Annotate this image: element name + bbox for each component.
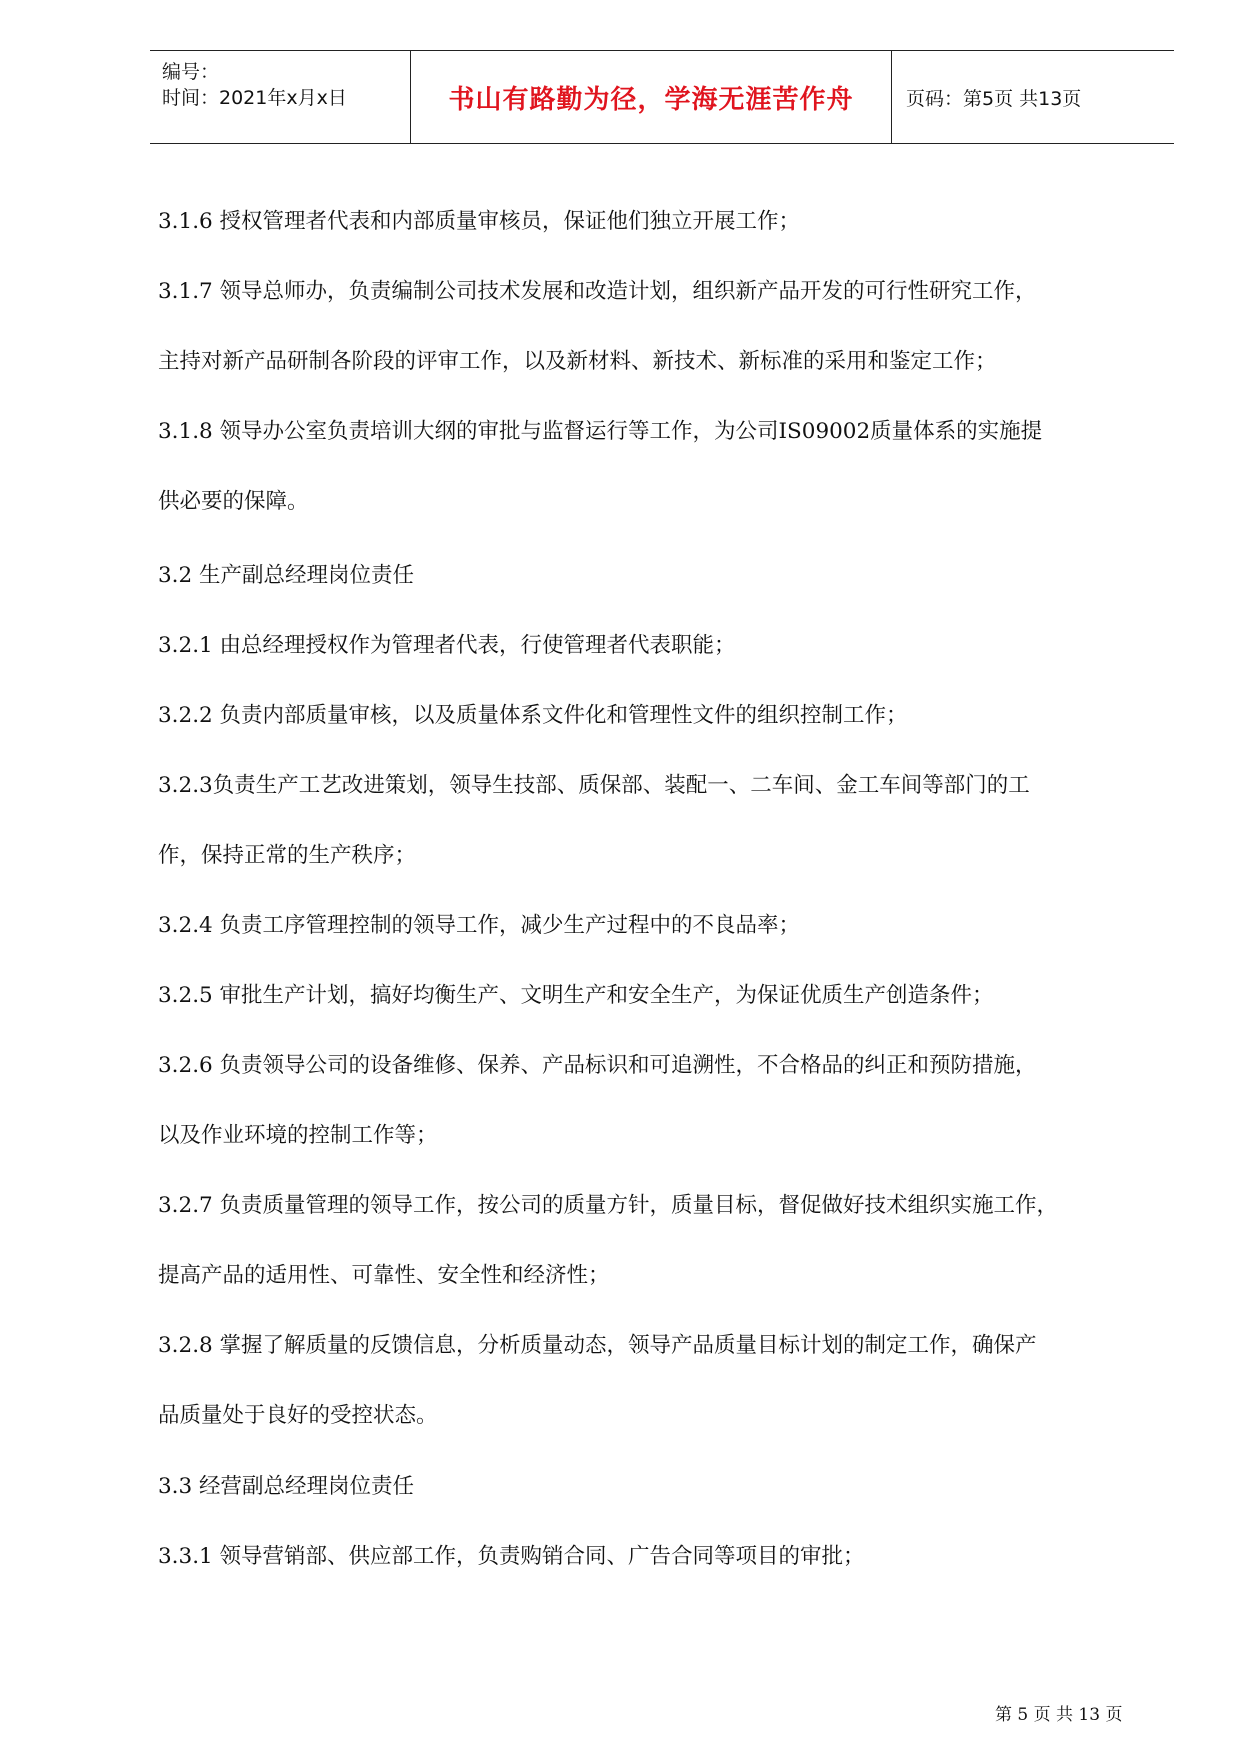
body-line: 3.1.6 授权管理者代表和内部质量审核员，保证他们独立开展工作；	[158, 209, 801, 234]
body-line: 3.1.7 领导总师办，负责编制公司技术发展和改造计划，组织新产品开发的可行性研究工作，	[158, 279, 1037, 304]
body-line: 3.2.8 掌握了解质量的反馈信息，分析质量动态，领导产品质量目标计划的制定工作，确保产	[158, 1333, 1037, 1358]
body-line: 3.2.4 负责工序管理控制的领导工作，减少生产过程中的不良品率；	[158, 913, 801, 938]
body-line: 3.2.5 审批生产计划，搞好均衡生产、文明生产和安全生产，为保证优质生产创造条件；	[158, 983, 994, 1008]
body-line: 3.2.6 负责领导公司的设备维修、保养、产品标识和可追溯性，不合格品的纠正和预防措施，	[158, 1053, 1037, 1078]
section-heading: 3.3 经营副总经理岗位责任	[158, 1474, 415, 1499]
body-line: 3.2.7 负责质量管理的领导工作，按公司的质量方针，质量目标，督促做好技术组织实施工作，	[158, 1193, 1059, 1218]
page-header	[150, 50, 1174, 144]
body-line: 3.3.1 领导营销部、供应部工作，负责购销合同、广告合同等项目的审批；	[158, 1544, 865, 1569]
header-info-cell	[150, 51, 410, 143]
body-line: 主持对新产品研制各阶段的评审工作，以及新材料、新技术、新标准的采用和鉴定工作；	[158, 349, 997, 374]
body-line: 作，保持正常的生产秩序；	[158, 843, 417, 868]
header-page-cell	[892, 51, 1174, 143]
header-page-code: 页码：第5页 共13页	[906, 87, 1082, 110]
document-time-label: 时间：2021年x月x日	[162, 87, 347, 109]
page-footer-number: 第 5 页 共 13 页	[995, 1705, 1123, 1725]
body-line: 以及作业环境的控制工作等；	[158, 1123, 438, 1148]
body-line: 3.1.8 领导办公室负责培训大纲的审批与监督运行等工作，为公司IS09002质量体系的实施提	[158, 419, 1043, 444]
body-line: 品质量处于良好的受控状态。	[158, 1403, 438, 1428]
body-line: 3.2.1 由总经理授权作为管理者代表，行使管理者代表职能；	[158, 633, 736, 658]
body-line: 3.2.2 负责内部质量审核，以及质量体系文件化和管理性文件的组织控制工作；	[158, 703, 908, 728]
body-line: 提高产品的适用性、可靠性、安全性和经济性；	[158, 1263, 610, 1288]
header-motto-cell	[410, 51, 892, 143]
document-number-label: 编号：	[162, 61, 220, 83]
section-heading: 3.2 生产副总经理岗位责任	[158, 563, 415, 588]
body-line: 3.2.3负责生产工艺改进策划，领导生技部、质保部、装配一、二车间、金工车间等部门的工	[158, 773, 1030, 798]
body-line: 供必要的保障。	[158, 489, 309, 514]
header-motto: 书山有路勤为径，学海无涯苦作舟	[448, 84, 854, 115]
